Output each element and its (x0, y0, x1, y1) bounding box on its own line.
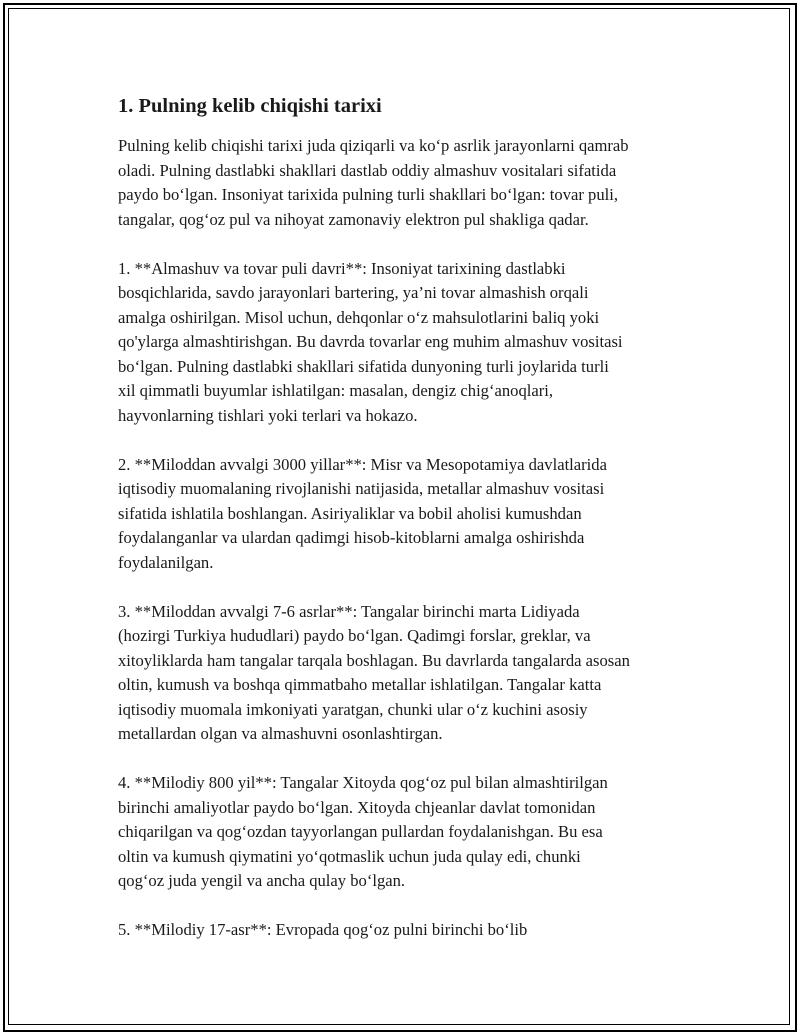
paragraph-800-yil: 4. **Milodiy 800 yil**: Tangalar Xitoyda qog‘oz pul bilan almashtirilgan birinchi amaliyotlar paydo bo‘lgan. Xitoyda chjeanlar davlat tomonidan chiqarilgan va qog‘ozdan tayyorlangan pullardan foydalanishgan. Bu esa oltin va kumush qiymatini yo‘qotmaslik uchun juda qulay edi, chunki qog‘oz juda yengil va ancha qulay bo‘lgan. (118, 773, 608, 890)
intro-paragraph: Pulning kelib chiqishi tarixi juda qiziqarli va ko‘p asrlik jarayonlarni qamrab oladi. Pulning dastlabki shakllari dastlab oddiy almashuv vositalari sifatida paydo bo‘lgan. Insoniyat tarixida pulning turli shakllari bo‘lgan: tovar puli, tangalar, qog‘oz pul va nihoyat zamonaviy elektron pul shakliga qadar. (118, 136, 629, 229)
section-heading: 1. Pulning kelib chiqishi tarixi (118, 95, 382, 117)
paragraph-7-6-asrlar: 3. **Miloddan avvalgi 7-6 asrlar**: Tangalar birinchi marta Lidiyada (hozirgi Turkiya hududlari) paydo bo‘lgan. Qadimgi forslar, greklar, va xitoyliklarda ham tangalar tarqala boshlagan. Bu davrlarda tangalarda asosan oltin, kumush va boshqa qimmatbaho metallar ishlatilgan. Tangalar katta iqtisodiy muomala imkoniyati yaratgan, chunki ular o‘z kuchini asosiy metallardan olgan va almashuvni osonlashtirgan. (118, 601, 630, 743)
paragraph-17-asr: 5. **Milodiy 17-asr**: Evropada qog‘oz pulni birinchi bo‘lib (118, 920, 528, 939)
paragraph-almashuv-davri: 1. **Almashuv va tovar puli davri**: Insoniyat tarixining dastlabki bosqichlarida, savdo jarayonlari bartering, ya’ni tovar almashish orqali amalga oshirilgan. Misol uchun, dehqonlar o‘z mahsulotlarini baliq yoki qo'ylarga almashtirishgan. Bu davrda tovarlar eng muhim almashuv vositasi bo‘lgan. Pulning dastlabki shakllari sifatida dunyoning turli joylarida turli xil qimmatli buyumlar ishlatilgan: masalan, dengiz chig‘anoqlari, hayvonlarning tishlari yoki terlari va hokazo. (118, 258, 623, 425)
paragraph-3000-yillar: 2. **Miloddan avvalgi 3000 yillar**: Misr va Mesopotamiya davlatlarida iqtisodiy muomalaning rivojlanishi natijasida, metallar almashuv vositasi sifatida ishlatila boshlangan. Asiriyaliklar va bobil aholisi kumushdan foydalanganlar va ulardan qadimgi hisob-kitoblarni amalga oshirishda foydalanilgan. (118, 454, 607, 572)
document-body (118, 92, 693, 967)
